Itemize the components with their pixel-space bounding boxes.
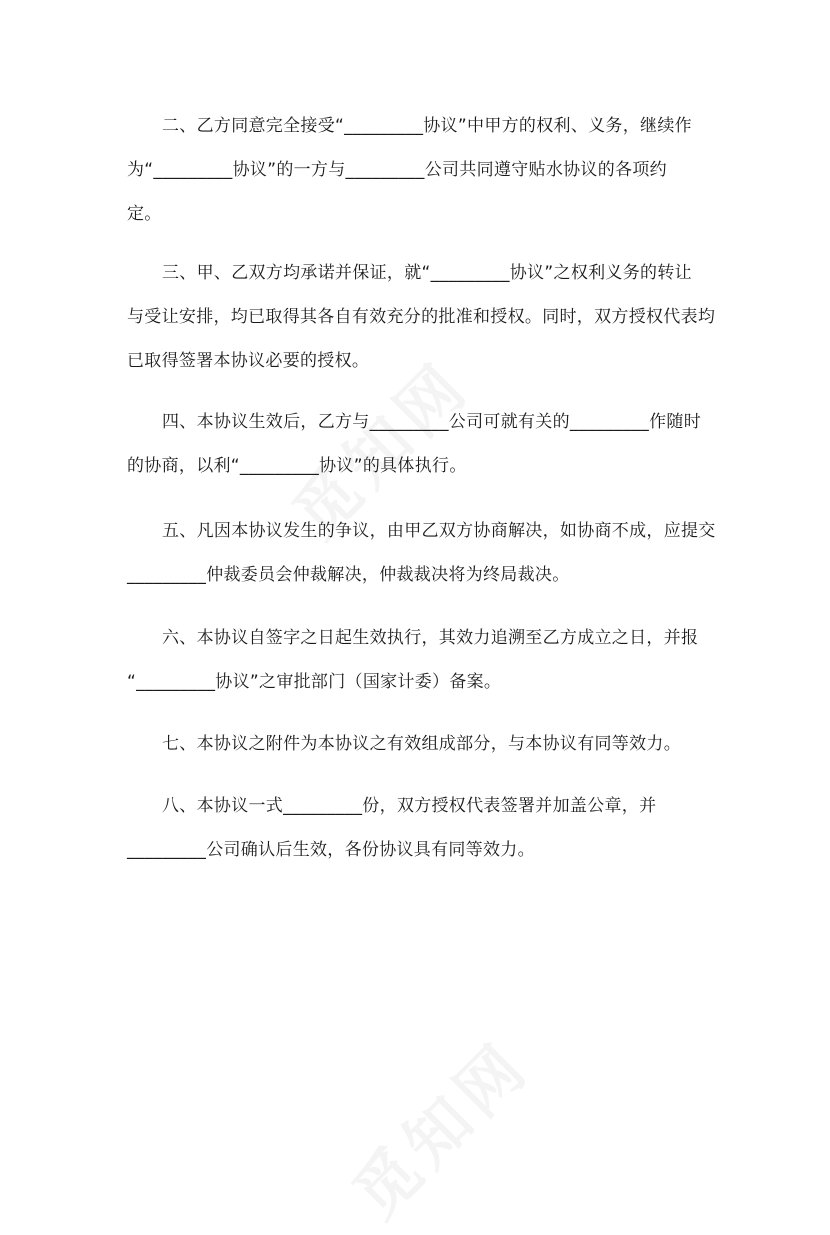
watermark (329, 1017, 547, 1235)
clause-4-paragraph (127, 400, 707, 488)
clause-2-paragraph (127, 104, 707, 236)
text-line: _________仲裁委员会仲裁解决，仲裁裁决将为终局裁决。 (127, 565, 570, 585)
text-line: 与受让安排，均已取得其各自有效充分的批准和授权。同时，双方授权代表均 (127, 307, 716, 327)
text-line: 四、本协议生效后，乙方与_________公司可就有关的_________作随时 (162, 412, 701, 432)
text-line: 五、凡因本协议发生的争议，由甲乙双方协商解决，如协商不成，应提交 (162, 521, 716, 541)
text-line: 八、本协议一式_________份，双方授权代表签署并加盖公章，并 (162, 796, 657, 816)
clause-6-paragraph (127, 616, 707, 704)
clause-5-paragraph (127, 509, 716, 597)
text-line: 为“_________协议”的一方与_________公司共同遵守贴水协议的各项约 (127, 160, 667, 180)
clause-7-paragraph (127, 722, 707, 766)
clause-8-paragraph (127, 784, 707, 872)
text-line: _________公司确认后生效，各份协议具有同等效力。 (127, 840, 535, 860)
text-line: 三、甲、乙双方均承诺并保证，就“_________协议”之权利义务的转让 (162, 263, 692, 283)
text-line: “_________协议”之审批部门（国家计委）备案。 (127, 672, 502, 692)
text-line: 六、本协议自签字之日起生效执行，其效力追溯至乙方成立之日，并报 (162, 628, 699, 648)
text-line: 定。 (127, 204, 162, 224)
clause-3-paragraph (127, 251, 716, 383)
text-line: 二、乙方同意完全接受“_________协议”中甲方的权利、义务，继续作 (162, 116, 692, 136)
text-line: 的协商，以利“_________协议”的具体执行。 (127, 456, 467, 476)
text-line: 已取得签署本协议必要的授权。 (127, 351, 370, 371)
text-line: 七、本协议之附件为本协议之有效组成部分，与本协议有同等效力。 (162, 734, 681, 754)
